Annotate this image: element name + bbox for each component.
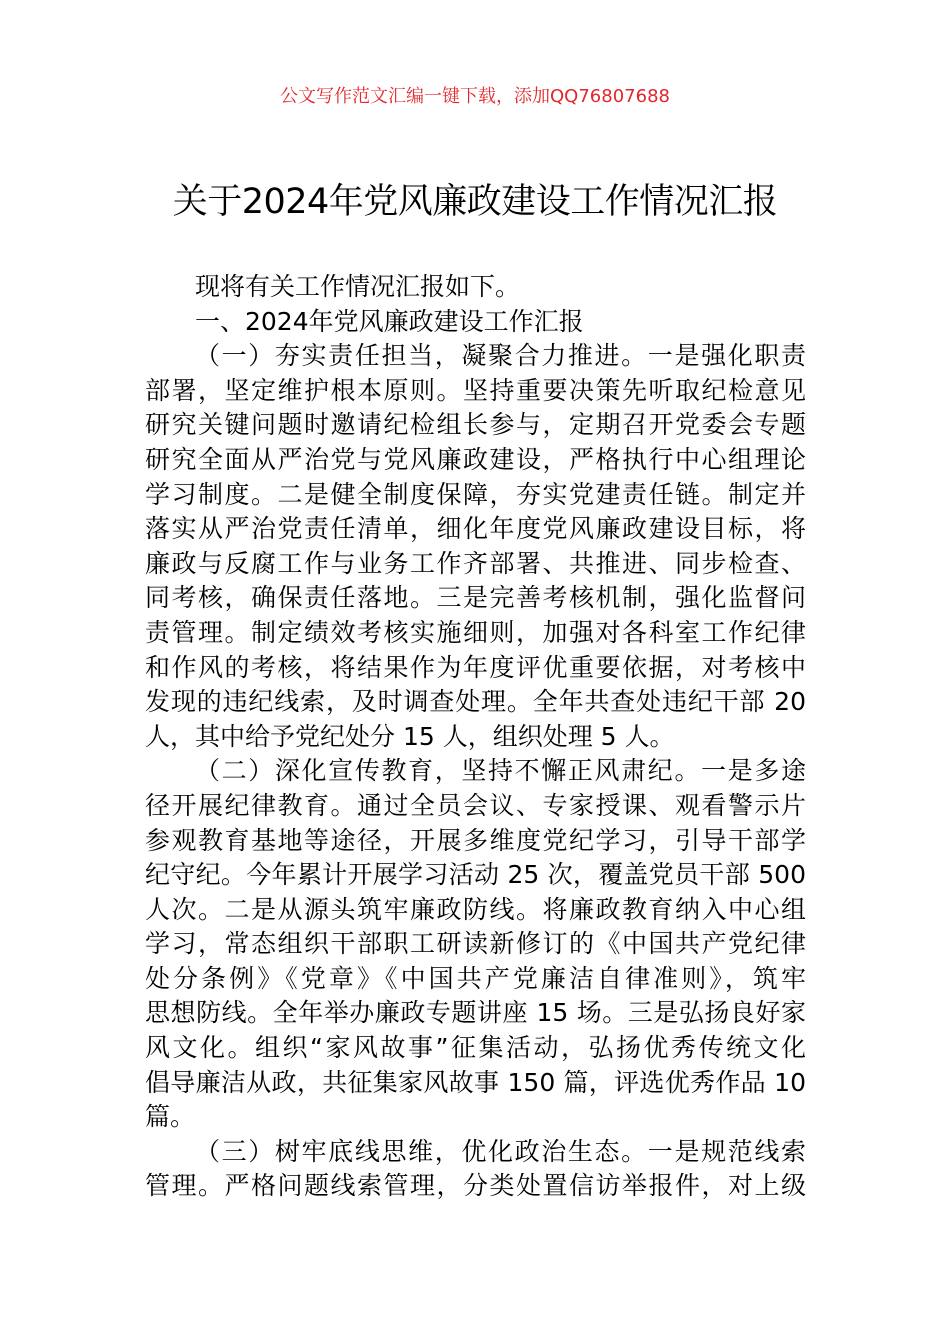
paragraphs — [145, 339, 806, 1204]
paragraph-line: 和作风的考核，将结果作为年度评优重要依据，对考核中 — [145, 652, 806, 682]
paragraph-line: 部署，坚定维护根本原则。坚持重要决策先听取纪检意见 — [145, 375, 806, 405]
paragraph-line: 责管理。制定绩效考核实施细则，加强对各科室工作纪律 — [145, 617, 806, 647]
paragraph-line: 处分条例》《党章》《中国共产党廉洁自律准则》，筑牢 — [145, 963, 806, 993]
paragraph-line: 思想防线。全年举办廉政专题讲座 15 场。三是弘扬良好家 — [145, 998, 806, 1028]
paragraph-line: 同考核，确保责任落地。三是完善考核机制，强化监督问 — [145, 583, 806, 613]
paragraph-line: （二）深化宣传教育，坚持不懈正风肃纪。一是多途 — [195, 756, 806, 786]
paragraph-line: （一）夯实责任担当，凝聚合力推进。一是强化职责 — [195, 341, 806, 371]
body-paragraph — [145, 754, 806, 1135]
paragraph-line: （三）树牢底线思维，优化政治生态。一是规范线索 — [195, 1136, 806, 1166]
paragraph-line: 篇。 — [145, 1102, 196, 1132]
promo-header: 公文写作范文汇编一键下载，添加QQ76807688 — [280, 86, 670, 107]
paragraph-line: 风文化。组织“家风故事”征集活动，弘扬优秀传统文化 — [145, 1033, 806, 1063]
paragraph-line: 研究关键问题时邀请纪检组长参与，定期召开党委会专题 — [145, 410, 806, 440]
paragraph-line: 发现的违纪线索，及时调查处理。全年共查处违纪干部 20 — [145, 687, 806, 717]
paragraph-line: 落实从严治党责任清单，细化年度党风廉政建设目标，将 — [145, 514, 806, 544]
intro-paragraph: 现将有关工作情况汇报如下。 — [195, 272, 521, 301]
paragraph-line: 人，其中给予党纪处分 15 人，组织处理 5 人。 — [145, 721, 675, 751]
paragraph-line: 纪守纪。今年累计开展学习活动 25 次，覆盖党员干部 500 — [145, 860, 806, 890]
paragraph-line: 管理。严格问题线索管理，分类处置信访举报件，对上级 — [145, 1171, 806, 1201]
section-heading: 一、2024年党风廉政建设工作汇报 — [195, 306, 584, 336]
body-paragraph — [145, 339, 806, 754]
paragraph-line: 研究全面从严治党与党风廉政建设，严格执行中心组理论 — [145, 444, 806, 474]
paragraph-line: 学习制度。二是健全制度保障，夯实党建责任链。制定并 — [145, 479, 806, 509]
paragraph-line: 参观教育基地等途径，开展多维度党纪学习，引导干部学 — [145, 825, 806, 855]
document-title: 关于2024年党风廉政建设工作情况汇报 — [172, 182, 778, 222]
paragraph-line: 学习，常态组织干部职工研读新修订的《中国共产党纪律 — [145, 929, 806, 959]
document-body — [145, 270, 806, 1204]
paragraph-line: 倡导廉洁从政，共征集家风故事 150 篇，评选优秀作品 10 — [145, 1067, 806, 1097]
body-paragraph — [145, 1135, 806, 1204]
paragraph-line: 廉政与反腐工作与业务工作齐部署、共推进、同步检查、 — [145, 548, 806, 578]
paragraph-line: 径开展纪律教育。通过全员会议、专家授课、观看警示片 — [145, 790, 806, 820]
paragraph-line: 人次。二是从源头筑牢廉政防线。将廉政教育纳入中心组 — [145, 894, 806, 924]
